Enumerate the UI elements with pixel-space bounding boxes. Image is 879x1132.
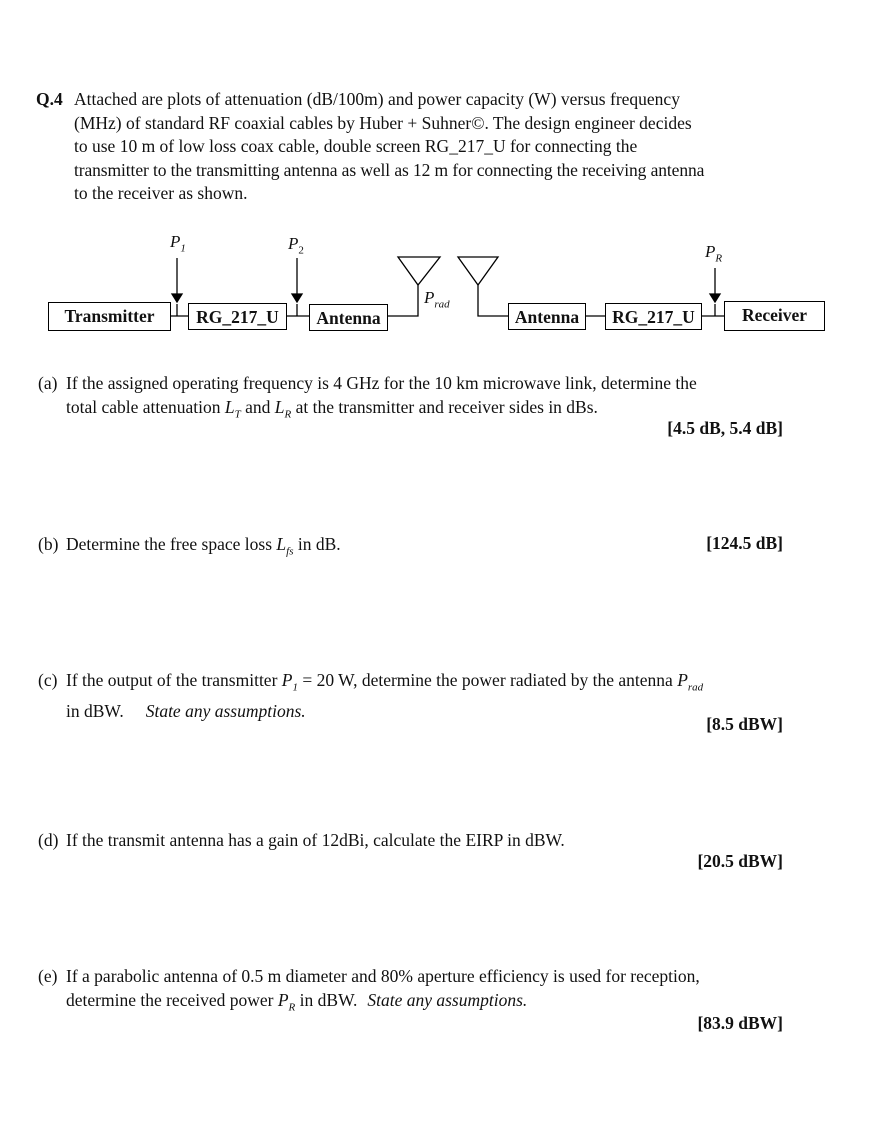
part-e-line-2: determine the received power $P_R$ in dBW. State any assumptions. (66, 989, 528, 1013)
tx-antenna-feed (388, 285, 418, 316)
part-b-text: Determine the free space loss $L_{fs}$ in dB. (66, 534, 341, 558)
tx-antenna-icon (398, 257, 440, 285)
part-b-label: (b) (38, 534, 59, 554)
part-b (38, 533, 638, 564)
question-line-1: Attached are plots of attenuation (dB/100m) and power capacity (W) versus frequency (74, 89, 680, 109)
part-e-line-1: If a parabolic antenna of 0.5 m diameter and 80% aperture efficiency is used for reception, (66, 966, 700, 986)
question-number: Q.4 (36, 89, 63, 109)
part-b-answer: [124.5 dB] (706, 533, 783, 553)
question-line-5: to the receiver as shown. (74, 183, 248, 203)
part-a-line-2: total cable attenuation $L_T$ and $L_R$ at the transmitter and receiver sides in dBs. (66, 396, 598, 420)
question-line-2: (MHz) of standard RF coaxial cables by Huber + Suhner©. The design engineer decides (74, 112, 692, 133)
rx-antenna-icon (458, 257, 498, 285)
cable-rx-box: RG_217_U (605, 303, 702, 330)
antenna-tx-box: Antenna (309, 304, 388, 331)
question-line-3: to use 10 m of low loss coax cable, double screen RG_217_U for connecting the (74, 136, 638, 156)
part-a-line-1: If the assigned operating frequency is 4 GHz for the 10 km microwave link, determine the (66, 373, 697, 393)
part-d-label: (d) (38, 830, 59, 850)
part-e (38, 965, 784, 1020)
transmitter-box: Transmitter (48, 302, 171, 331)
receiver-box: Receiver (724, 301, 825, 331)
part-c-line-1: If the output of the transmitter $P_1 = 20$ W, determine the power radiated by the antenna $P_{rad}$ (66, 670, 704, 694)
p1-label: $P_1$ (170, 232, 186, 255)
p1-arrowhead (172, 294, 182, 302)
part-a-answer: [4.5 dB, 5.4 dB] (667, 418, 783, 438)
p2-arrowhead (292, 294, 302, 302)
part-d-answer: [20.5 dBW] (697, 851, 783, 871)
part-d (38, 829, 678, 853)
part-c-answer: [8.5 dBW] (706, 714, 783, 734)
antenna-rx-box: Antenna (508, 303, 586, 330)
pr-arrowhead (710, 294, 720, 302)
part-e-answer: [83.9 dBW] (697, 1013, 783, 1033)
p2-label: $P_2$ (288, 234, 304, 257)
part-c-label: (c) (38, 670, 58, 690)
part-e-label: (e) (38, 966, 58, 986)
part-c-line-2: in dBW. State any assumptions. (66, 701, 306, 721)
question-line-4: transmitter to the transmitting antenna as well as 12 m for connecting the receiving antenna (74, 159, 705, 180)
pr-label: $P_R$ (705, 242, 723, 265)
part-c (38, 669, 784, 724)
prad-label: $P_{rad}$ (424, 288, 450, 311)
cable-tx-box: RG_217_U (188, 303, 287, 330)
part-d-text: If the transmit antenna has a gain of 12dBi, calculate the EIRP in dBW. (66, 830, 565, 850)
part-a-label: (a) (38, 373, 58, 393)
rx-antenna-feed (478, 285, 508, 316)
